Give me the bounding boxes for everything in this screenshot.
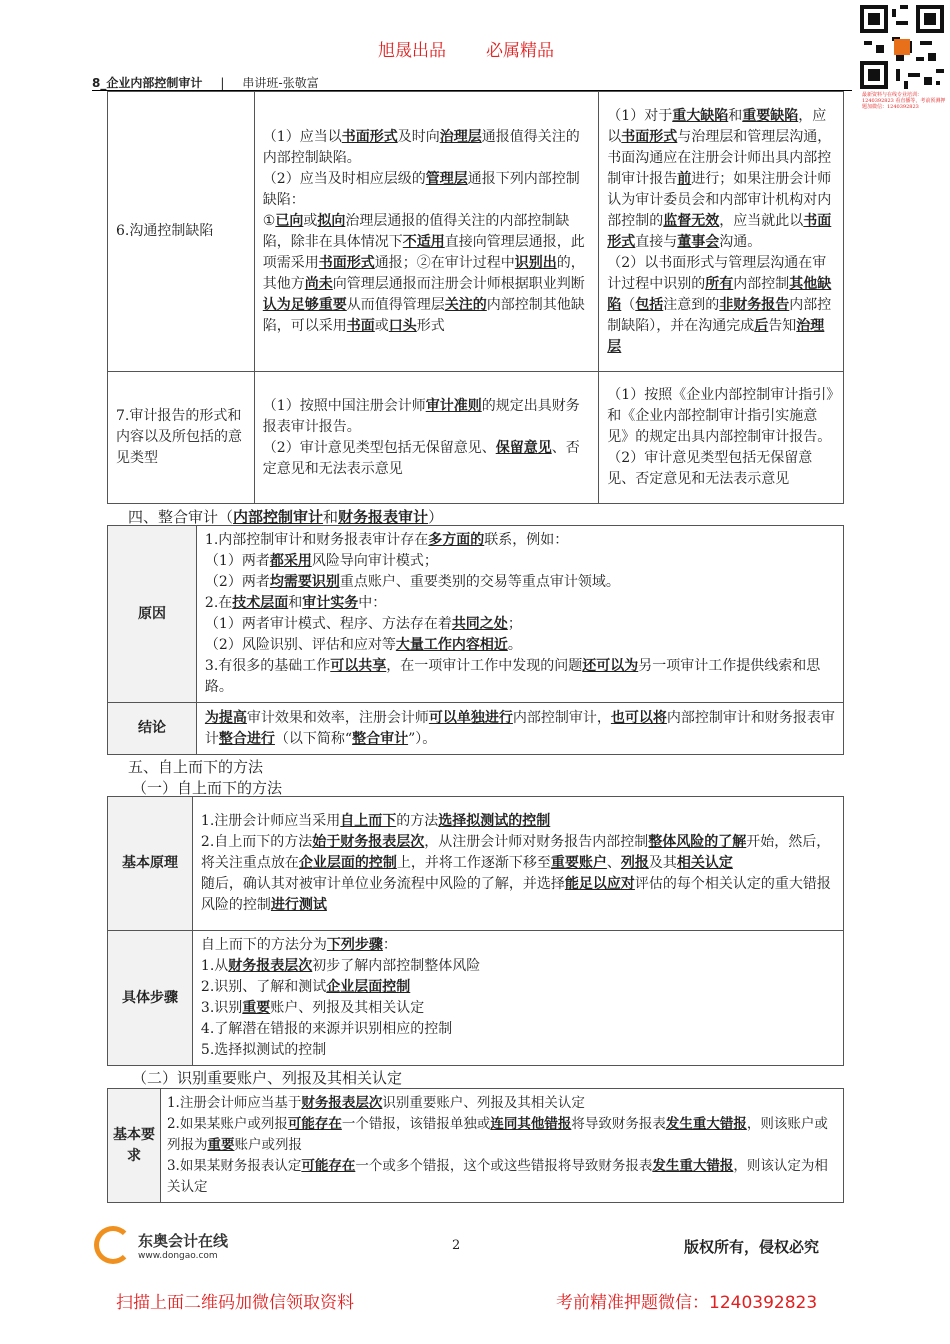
qr-code-icon bbox=[860, 5, 944, 89]
text-run: 将导致财务报表 bbox=[571, 1116, 666, 1132]
paragraph bbox=[201, 1040, 835, 1061]
text-run: ： bbox=[382, 937, 397, 953]
text-run: ，则该认定为相关认定 bbox=[166, 1158, 828, 1195]
key-term: 发生重大错报 bbox=[665, 1116, 747, 1132]
key-term: 多方面的 bbox=[428, 532, 485, 548]
text-run: （1）按照中国注册会计师 bbox=[262, 397, 426, 414]
key-term: 所有 bbox=[705, 275, 734, 292]
paragraph bbox=[607, 448, 835, 490]
key-term: 可能存在 bbox=[287, 1116, 342, 1132]
text-run: 的，其他方 bbox=[262, 254, 585, 292]
top-down-table bbox=[107, 796, 844, 1066]
text-run: 内部控制审计和财务报表审计 bbox=[204, 709, 835, 747]
text-run: 通报值得关注的内部控制缺陷。 bbox=[262, 128, 580, 166]
paragraph bbox=[607, 253, 835, 358]
chapter-title: 8_企业内部控制审计 bbox=[92, 76, 203, 90]
logo-url: www.dongao.com bbox=[138, 1250, 218, 1261]
paragraph bbox=[205, 572, 835, 593]
key-term: 重要缺陷 bbox=[742, 107, 799, 124]
key-term: 可能存在 bbox=[301, 1158, 356, 1174]
key-term: 大量工作内容相近 bbox=[395, 637, 508, 653]
row-label: 具体步骤 bbox=[108, 931, 193, 1066]
text-run: 和 bbox=[323, 508, 339, 526]
text-run: （2）以书面形式与管理层沟通在审计过程中识别的 bbox=[607, 254, 827, 292]
paragraph bbox=[607, 106, 835, 253]
text-run: 评估的每个相关认定的重大错报风险的控制 bbox=[200, 876, 831, 913]
text-run: 2.自上而下的方法 bbox=[200, 834, 313, 850]
text-run: 的方法 bbox=[396, 813, 439, 829]
text-run: 上，并将工作逐渐下移至 bbox=[396, 855, 551, 871]
text-run: 2.识别、了解和测试 bbox=[200, 979, 327, 995]
running-header bbox=[92, 74, 319, 91]
rich-cell bbox=[599, 372, 844, 504]
text-run: （1）对于 bbox=[607, 107, 673, 124]
key-term: 认为足够重要 bbox=[262, 296, 347, 313]
paragraph bbox=[201, 832, 835, 874]
key-term: 发生重大错报 bbox=[652, 1158, 734, 1174]
paragraph bbox=[201, 977, 835, 998]
key-term: 重要 bbox=[242, 1000, 271, 1016]
key-term: 都采用 bbox=[269, 553, 312, 569]
table-row bbox=[108, 526, 844, 703]
paragraph bbox=[607, 385, 835, 448]
key-term: 企业层面控制 bbox=[326, 979, 411, 995]
dongao-logo bbox=[94, 1226, 228, 1264]
key-term: 能足以应对 bbox=[564, 876, 635, 892]
table-row bbox=[108, 703, 844, 755]
integrated-audit-table bbox=[107, 525, 844, 755]
key-term: 财务报表层次 bbox=[301, 1095, 383, 1111]
paragraph bbox=[201, 935, 835, 956]
text-run: （ bbox=[621, 296, 636, 313]
text-run: 内部控制 bbox=[733, 275, 790, 292]
rich-cell bbox=[196, 703, 843, 755]
paragraph bbox=[167, 1093, 837, 1114]
key-term: 还可以为 bbox=[582, 658, 639, 674]
text-run: 账户或列报 bbox=[234, 1137, 302, 1153]
key-term: 企业层面的控制 bbox=[298, 855, 397, 871]
text-run: 形式 bbox=[416, 317, 445, 334]
text-run: ，则该账户或列报为 bbox=[166, 1116, 828, 1153]
row-label: 结论 bbox=[108, 703, 197, 755]
row-label: 7.审计报告的形式和内容以及所包括的意见类型 bbox=[108, 372, 255, 504]
text-run: 及其 bbox=[648, 855, 677, 871]
table-row bbox=[108, 1089, 844, 1203]
text-run: 3.如果某财务报表认定 bbox=[166, 1158, 302, 1174]
key-term: 进行测试 bbox=[270, 897, 327, 913]
text-run: 账户、列报及其相关认定 bbox=[270, 1000, 425, 1016]
text-run: ，应当就此以 bbox=[719, 212, 804, 229]
key-term: 技术层面 bbox=[232, 595, 289, 611]
copyright-notice: 版权所有，侵权必究 bbox=[684, 1238, 820, 1256]
text-run: （以下简称“ bbox=[274, 730, 353, 747]
paragraph bbox=[201, 998, 835, 1019]
row-label: 6.沟通控制缺陷 bbox=[108, 92, 255, 372]
text-run: 随后，确认其对被审计单位业务流程中风险的了解，并选择 bbox=[200, 876, 565, 892]
key-term: 包括 bbox=[635, 296, 664, 313]
paragraph bbox=[205, 656, 835, 698]
section-title: 五、自上而下的方法 bbox=[128, 758, 264, 776]
key-term: 下列步骤 bbox=[326, 937, 383, 953]
text-run: 1.注册会计师应当基于 bbox=[166, 1095, 302, 1111]
text-run: 4.了解潜在错报的来源并识别相应的控制 bbox=[200, 1021, 453, 1037]
text-run: 或 bbox=[374, 317, 389, 334]
paragraph bbox=[205, 530, 835, 551]
key-term: 自上而下 bbox=[340, 813, 397, 829]
subsection-title: （二）识别重要账户、列报及其相关认定 bbox=[132, 1069, 403, 1087]
text-run: 另一项审计工作提供线索和思路。 bbox=[204, 658, 821, 695]
paragraph bbox=[205, 593, 835, 614]
text-run: （1）按照《企业内部控制审计指引》和《企业内部控制审计指引实施意见》的规定出具内部控制审计报告。 bbox=[607, 387, 834, 445]
paragraph bbox=[205, 551, 835, 572]
key-term: 重要账户 bbox=[550, 855, 607, 871]
rich-cell bbox=[196, 526, 843, 703]
key-term: 后 bbox=[754, 317, 769, 334]
text-run: （2）审计意见类型包括无保留意见、 bbox=[262, 439, 496, 456]
identify-accounts-table bbox=[107, 1088, 844, 1203]
header-promo bbox=[378, 36, 594, 61]
key-term: 书面形式 bbox=[318, 254, 375, 271]
text-run: （2）两者 bbox=[204, 574, 270, 590]
text-run: ，在一项审计工作中发现的问题 bbox=[386, 658, 583, 674]
text-run: 直接与 bbox=[635, 233, 678, 250]
key-term: 其他缺陷 bbox=[607, 275, 832, 313]
paragraph bbox=[263, 169, 591, 211]
key-term: 连同其他错报 bbox=[490, 1116, 572, 1132]
text-run: ”）。 bbox=[408, 730, 437, 747]
text-run: 一个或多个错报，这个或这些错报将导致财务报表 bbox=[355, 1158, 653, 1174]
text-run: （1）应当以 bbox=[262, 128, 342, 145]
key-term: 治理层 bbox=[439, 128, 482, 145]
text-run: 的规定出具财务报表审计报告。 bbox=[262, 397, 580, 435]
text-run: 联系，例如： bbox=[484, 532, 569, 548]
text-run: 注意到的 bbox=[663, 296, 720, 313]
text-run: 识别重要账户、列报及其相关认定 bbox=[382, 1095, 585, 1111]
key-term: 整体风险的了解 bbox=[648, 834, 747, 850]
text-run: 初步了解内部控制整体风险 bbox=[312, 958, 481, 974]
table-row bbox=[108, 92, 844, 372]
key-term: 财务报表审计 bbox=[338, 508, 429, 526]
key-term: 重大缺陷 bbox=[672, 107, 729, 124]
text-run: 和 bbox=[288, 595, 303, 611]
logo-mark-icon bbox=[94, 1226, 132, 1264]
rich-cell bbox=[254, 372, 599, 504]
key-term: 始于财务报表层次 bbox=[312, 834, 425, 850]
key-term: 均需要识别 bbox=[269, 574, 340, 590]
key-term: 审计实务 bbox=[302, 595, 359, 611]
text-run: 5.选择拟测试的控制 bbox=[200, 1042, 327, 1058]
text-run: ） bbox=[428, 508, 444, 526]
text-run: （1）两者审计模式、程序、方法存在着 bbox=[204, 616, 452, 632]
paragraph bbox=[201, 874, 835, 916]
table-row bbox=[108, 372, 844, 504]
promo-left: 旭晟出品 bbox=[378, 41, 446, 61]
paragraph bbox=[167, 1114, 837, 1156]
text-run: 和 bbox=[728, 107, 743, 124]
key-term: 书面形式 bbox=[607, 212, 832, 250]
key-term: 相关认定 bbox=[676, 855, 733, 871]
key-term: 管理层 bbox=[425, 170, 468, 187]
table-row bbox=[108, 797, 844, 931]
page-number: 2 bbox=[452, 1238, 461, 1253]
text-run: 沟通。 bbox=[719, 233, 762, 250]
text-run: 、 bbox=[606, 855, 621, 871]
key-term: 口头 bbox=[388, 317, 417, 334]
text-run: 1.从 bbox=[200, 958, 229, 974]
paragraph bbox=[205, 635, 835, 656]
text-run: 3.有很多的基础工作 bbox=[204, 658, 331, 674]
paragraph bbox=[205, 708, 835, 750]
key-term: 拟向 bbox=[317, 212, 346, 229]
text-run: 告知 bbox=[768, 317, 797, 334]
footer-promo-right: 考前精准押题微信：1240392823 bbox=[556, 1293, 818, 1313]
text-run: 或 bbox=[303, 212, 318, 229]
text-run: ，应以 bbox=[607, 107, 827, 145]
paragraph bbox=[205, 614, 835, 635]
text-run: 审计效果和效率，注册会计师 bbox=[246, 709, 429, 726]
text-run: 治理层通报的值得关注的内部控制缺陷，除非在具体情况下 bbox=[262, 212, 570, 250]
text-run: 2.在 bbox=[204, 595, 233, 611]
key-term: 也可以将 bbox=[610, 709, 667, 726]
rich-cell bbox=[160, 1089, 843, 1203]
text-run: ； bbox=[507, 616, 522, 632]
text-run: 、否定意见和无法表示意见 bbox=[262, 439, 580, 477]
key-term: 整合审计 bbox=[352, 730, 409, 747]
key-term: 可以共享 bbox=[330, 658, 387, 674]
paragraph bbox=[263, 211, 591, 337]
key-term: 董事会 bbox=[677, 233, 720, 250]
key-term: 选择拟测试的控制 bbox=[438, 813, 551, 829]
text-run: 内部控制审计， bbox=[512, 709, 611, 726]
text-run: 通报下列内部控制缺陷： bbox=[262, 170, 580, 208]
key-term: 审计准则 bbox=[425, 397, 482, 414]
rich-cell bbox=[599, 92, 844, 372]
text-run: 重点账户、重要类别的交易等重点审计领域。 bbox=[339, 574, 620, 590]
key-term: 共同之处 bbox=[451, 616, 508, 632]
paragraph bbox=[167, 1156, 837, 1198]
text-run: （2）风险识别、评估和应对等 bbox=[204, 637, 396, 653]
footer-promo-left: 扫描上面二维码加微信领取资料 bbox=[116, 1293, 354, 1313]
rich-cell bbox=[192, 931, 843, 1066]
text-run: 2.如果某账户或列报 bbox=[166, 1116, 288, 1132]
text-run: ，从注册会计师对财务报告内部控制 bbox=[424, 834, 649, 850]
key-term: 已向 bbox=[275, 212, 304, 229]
logo-name: 东奥会计在线 bbox=[138, 1231, 229, 1250]
key-term: 书面形式 bbox=[621, 128, 678, 145]
text-run: 直接向管理层通报，此项需采用 bbox=[262, 233, 585, 271]
text-run: 开始，然后，将关注重点放在 bbox=[200, 834, 831, 871]
key-term: 治理层 bbox=[607, 317, 825, 355]
key-term: 关注的 bbox=[444, 296, 487, 313]
key-term: 可以单独进行 bbox=[428, 709, 513, 726]
key-term: 内部控制审计 bbox=[233, 508, 324, 526]
key-term: 列报 bbox=[620, 855, 649, 871]
key-term: 非财务报告 bbox=[719, 296, 790, 313]
key-term: 重要 bbox=[207, 1137, 235, 1153]
text-run: 一个错报，该错报单独或 bbox=[341, 1116, 491, 1132]
text-run: 中： bbox=[358, 595, 387, 611]
key-term: 为提高 bbox=[204, 709, 247, 726]
text-run: （1）两者 bbox=[204, 553, 270, 569]
header-separator: | bbox=[220, 76, 225, 90]
row-label: 基本原理 bbox=[108, 797, 193, 931]
key-term: 尚未 bbox=[304, 275, 333, 292]
text-run: 与治理层和管理层沟通，书面沟通应在注册会计师出具内部控制审计报告 bbox=[607, 128, 832, 187]
key-term: 前 bbox=[677, 170, 692, 187]
paragraph bbox=[201, 1019, 835, 1040]
paragraph bbox=[263, 127, 591, 169]
text-run: ① bbox=[262, 212, 276, 229]
text-run: 从而值得管理层 bbox=[346, 296, 445, 313]
paragraph bbox=[201, 811, 835, 832]
key-term: 整合进行 bbox=[218, 730, 275, 747]
text-run: 1.注册会计师应当采用 bbox=[200, 813, 341, 829]
rich-cell bbox=[192, 797, 843, 931]
course-name: 串讲班-张敬富 bbox=[242, 76, 319, 90]
key-term: 识别出 bbox=[514, 254, 557, 271]
subsection-title: （一）自上而下的方法 bbox=[132, 779, 283, 797]
text-run: 通报；②在审计过程中 bbox=[374, 254, 515, 271]
text-run: 四、整合审计（ bbox=[128, 508, 234, 526]
key-term: 书面形式 bbox=[341, 128, 398, 145]
section-title bbox=[128, 506, 443, 527]
text-run: 自上而下的方法分为 bbox=[200, 937, 327, 953]
qr-caption: 最新资料与在线专业培训：1240392823 看直播等，考前预测押题加微信：1240392823 bbox=[862, 92, 946, 110]
table-row bbox=[108, 931, 844, 1066]
text-run: 1.内部控制审计和财务报表审计存在 bbox=[204, 532, 429, 548]
text-run: 3.识别 bbox=[200, 1000, 243, 1016]
key-term: 保留意见 bbox=[495, 439, 552, 456]
paragraph bbox=[201, 956, 835, 977]
key-term: 监督无效 bbox=[663, 212, 720, 229]
key-term: 财务报表层次 bbox=[228, 958, 313, 974]
promo-right: 必属精品 bbox=[486, 41, 554, 61]
row-label: 原因 bbox=[108, 526, 197, 703]
row-label: 基本要求 bbox=[108, 1089, 161, 1203]
text-run: 内部控制其他缺陷，可以采用 bbox=[262, 296, 585, 334]
text-run: 内部控制缺陷），并在沟通完成 bbox=[607, 296, 832, 334]
paragraph bbox=[263, 396, 591, 438]
rich-cell bbox=[254, 92, 599, 372]
text-run: 。 bbox=[507, 637, 522, 653]
paragraph bbox=[263, 438, 591, 480]
text-run: 及时向 bbox=[397, 128, 440, 145]
key-term: 书面 bbox=[346, 317, 375, 334]
text-run: 向管理层通报而注册会计师根据职业判断 bbox=[332, 275, 585, 292]
comparison-table bbox=[107, 91, 844, 504]
key-term: 不适用 bbox=[402, 233, 445, 250]
text-run: 风险导向审计模式； bbox=[311, 553, 438, 569]
text-run: （2）审计意见类型包括无保留意见、否定意见和无法表示意见 bbox=[607, 450, 813, 487]
text-run: （2）应当及时相应层级的 bbox=[262, 170, 426, 187]
text-run: 进行；如果注册会计师认为审计委员会和内部审计机构对内部控制的 bbox=[607, 170, 832, 229]
